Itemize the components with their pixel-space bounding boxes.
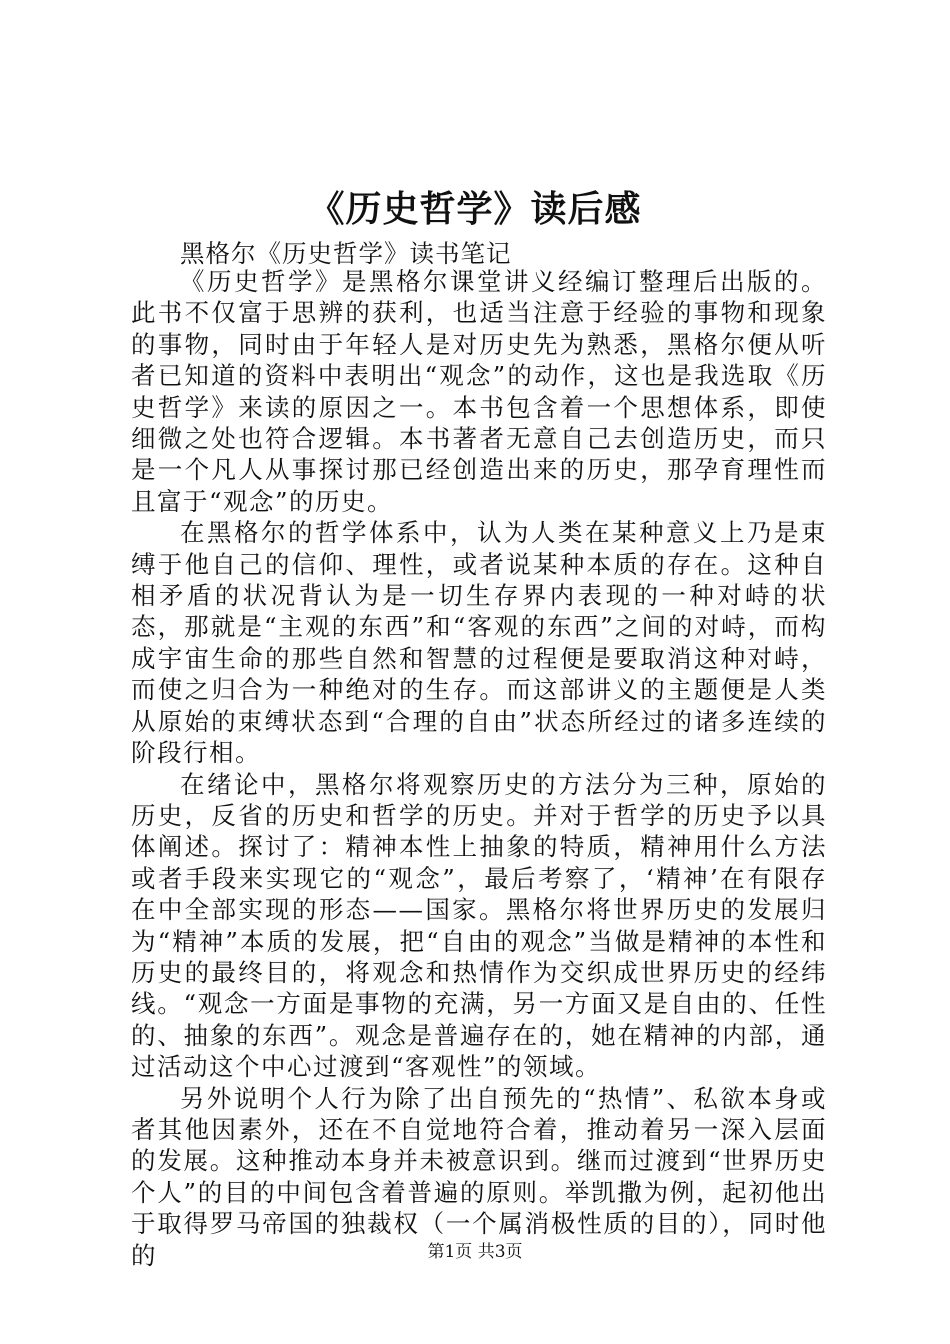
body-paragraph: 另外说明个人行为除了出自预先的“热情”、私欲本身或者其他因素外，还在不自觉地符合着，推动着另一深入层面的发展。这种推动本身并未被意识到。继而过渡到“世界历史个人”的目的中间包含着普遍的原则。举凯撒为例，起初他出于取得罗马帝国的独裁权（一个属消极性质的目的），同时他的: [131, 1083, 827, 1270]
document-body: [131, 266, 827, 1271]
document-subtitle: 黑格尔《历史哲学》读书笔记: [180, 239, 512, 268]
body-paragraph: 在绪论中，黑格尔将观察历史的方法分为三种，原始的历史，反省的历史和哲学的历史。并对于哲学的历史予以具体阐述。探讨了：精神本性上抽象的特质，精神用什么方法或者手段来实现它的“观念”，最后考察了，‘精神’在有限存在中全部实现的形态——国家。黑格尔将世界历史的发展归为“精神”本质的发展，把“自由的观念”当做是精神的本性和历史的最终目的，将观念和热情作为交织成世界历史的经纬线。“观念一方面是事物的充满，另一方面又是自由的、任性的、抽象的东西”。观念是普遍存在的，她在精神的内部，通过活动这个中心过渡到“客观性”的领域。: [131, 769, 827, 1082]
document-title: 《历史哲学》读后感: [308, 188, 642, 230]
body-paragraph: 《历史哲学》是黑格尔课堂讲义经编订整理后出版的。此书不仅富于思辨的获利，也适当注意于经验的事物和现象的事物，同时由于年轻人是对历史先为熟悉，黑格尔便从听者已知道的资料中表明出“观念”的动作，这也是我选取《历史哲学》来读的原因之一。本书包含着一个思想体系，即使细微之处也符合逻辑。本书著者无意自己去创造历史，而只是一个凡人从事探讨那已经创造出来的历史，那孕育理性而且富于“观念”的历史。: [131, 267, 827, 516]
body-paragraph: 在黑格尔的哲学体系中，认为人类在某种意义上乃是束缚于他自己的信仰、理性，或者说某种本质的存在。这种自相矛盾的状况背认为是一切生存界内表现的一种对峙的状态，那就是“主观的东西”和“客观的东西”之间的对峙，而构成宇宙生命的那些自然和智慧的过程便是要取消这种对峙，而使之归合为一种绝对的生存。而这部讲义的主题便是人类从原始的束缚状态到“合理的自由”状态所经过的诸多连续的阶段行相。: [131, 518, 827, 768]
page-number-footer: 第1页 共3页: [427, 1242, 523, 1262]
